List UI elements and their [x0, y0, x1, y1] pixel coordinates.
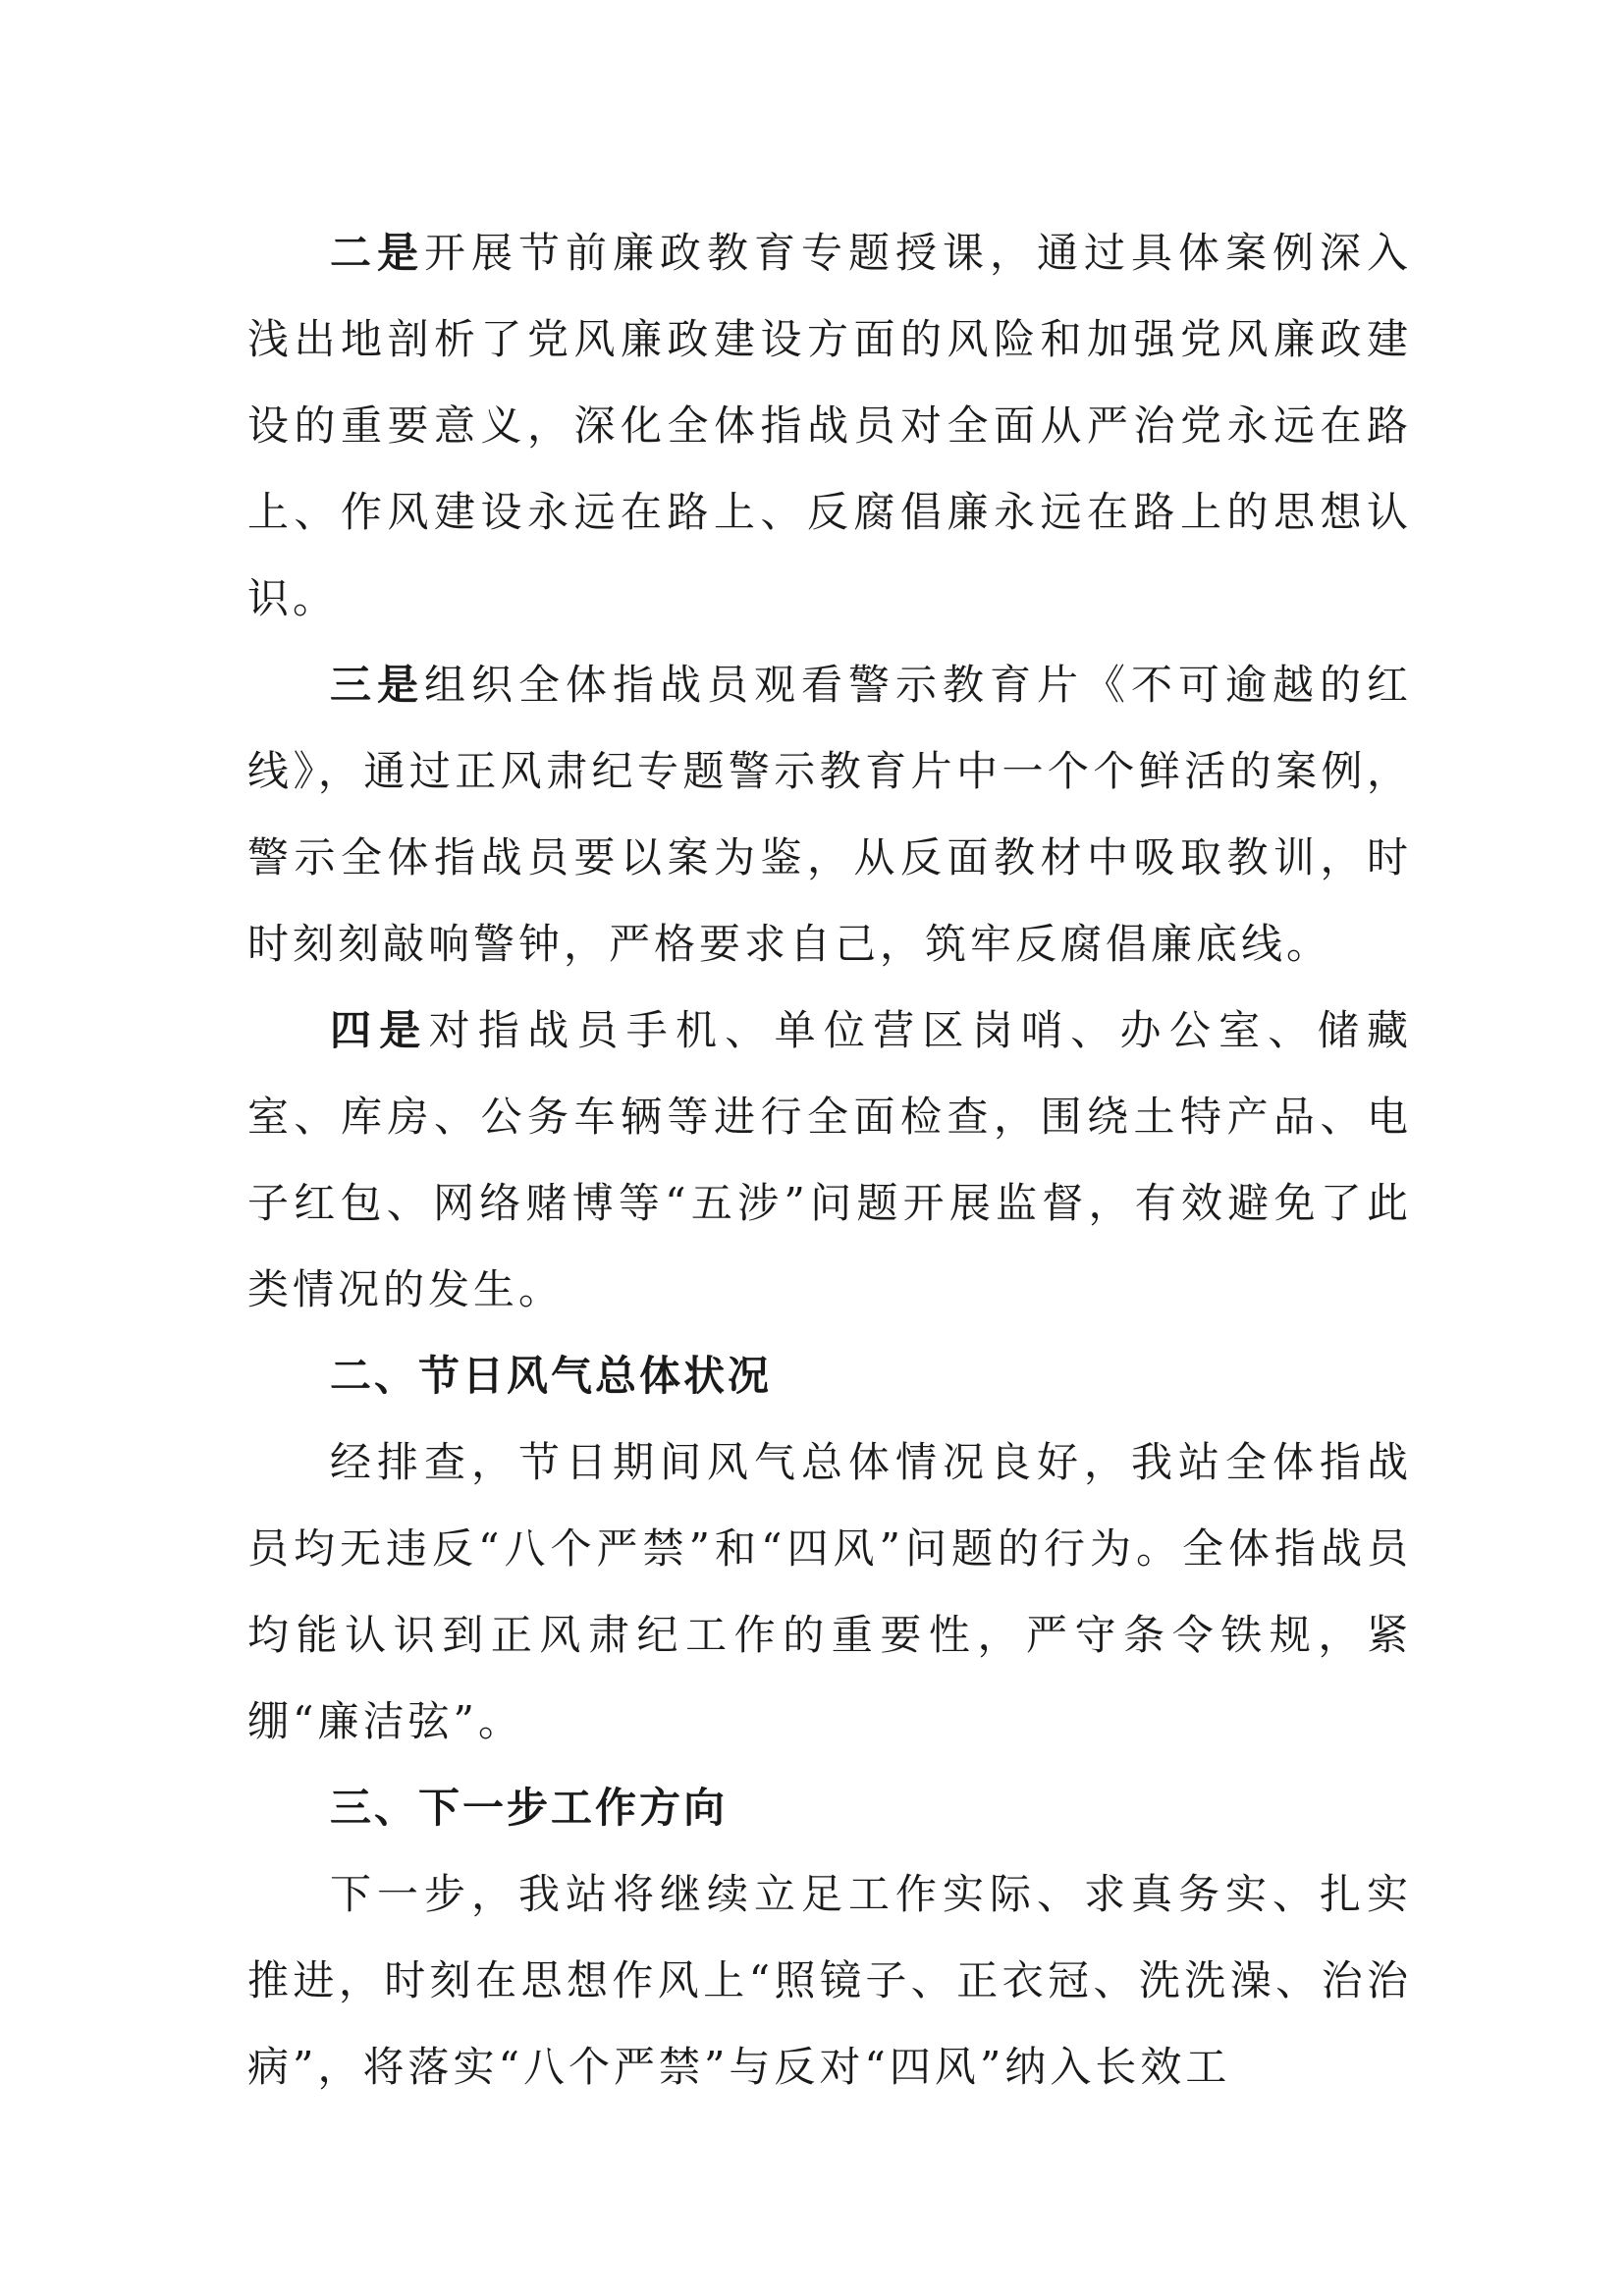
section-heading-holiday-conduct: 二、节日风气总体状况: [330, 1352, 773, 1400]
paragraph-text: 开展节前廉政教育专题授课，通过具体案例深入浅出地剖析了党风廉政建设方面的风险和加强党风廉政建设的重要意义，深化全体指战员对全面从严治党永远在路上、作风建设永远在路上、反腐倡廉永远在路上的思想认识。: [247, 229, 1412, 622]
paragraph-lead: 二是: [330, 229, 424, 277]
paragraph-inspection: [247, 988, 1412, 1333]
paragraph-text: 对指战员手机、单位营区岗哨、办公室、储藏室、库房、公务车辆等进行全面检查，围绕土特产品、电子红包、网络赌博等“五涉”问题开展监督，有效避免了此类情况的发生。: [247, 1006, 1412, 1313]
paragraph-education-lecture: [247, 210, 1412, 642]
paragraph-lead: 三是: [330, 661, 424, 709]
paragraph-lead: 四是: [330, 1006, 429, 1054]
document-body: [247, 210, 1412, 2110]
paragraph-text: 组织全体指战员观看警示教育片《不可逾越的红线》，通过正风肃纪专题警示教育片中一个个鲜活的案例，警示全体指战员要以案为鉴，从反面教材中吸取教训，时时刻刻敲响警钟，严格要求自己，筑牢反腐倡廉底线。: [247, 661, 1412, 968]
section-heading-next-steps: 三、下一步工作方向: [330, 1784, 729, 1832]
paragraph-conduct-summary: 经排查，节日期间风气总体情况良好，我站全体指战员均无违反“八个严禁”和“四风”问题的行为。全体指战员均能认识到正风肃纪工作的重要性，严守条令铁规，紧绷“廉洁弦”。: [247, 1438, 1412, 1745]
paragraph-warning-film: [247, 642, 1412, 988]
paragraph-next-steps: 下一步，我站将继续立足工作实际、求真务实、扎实推进，时刻在思想作风上“照镜子、正衣冠、洗洗澡、治治病”，将落实“八个严禁”与反对“四风”纳入长效工: [247, 1870, 1412, 2091]
